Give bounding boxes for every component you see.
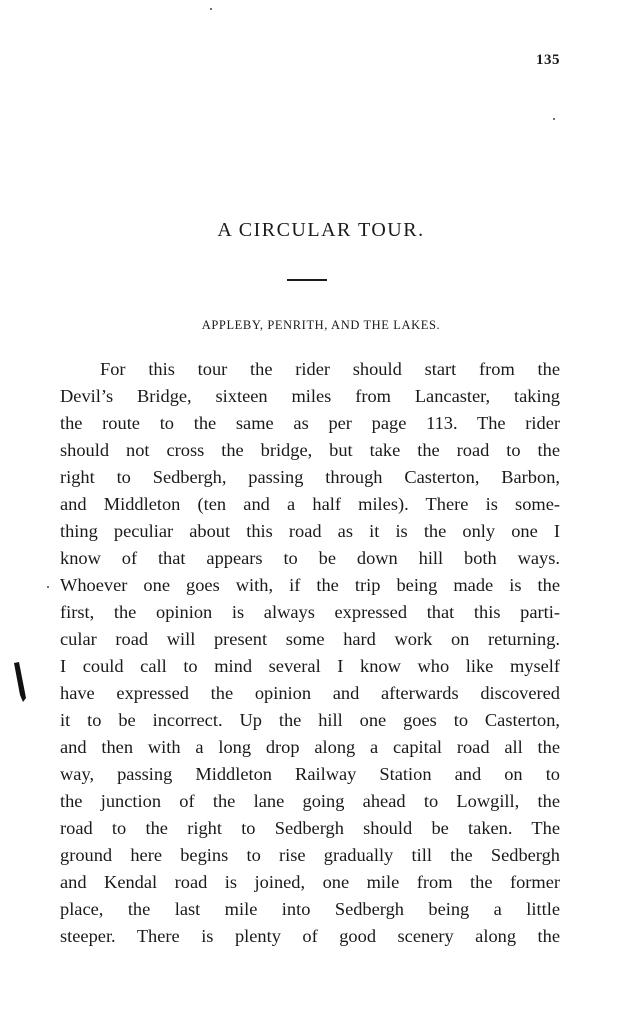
text-line: I could call to mind several I know who like myself — [60, 656, 560, 676]
title-rule — [287, 279, 327, 281]
page-number: 135 — [536, 52, 560, 68]
chapter-subtitle: APPLEBY, PENRITH, AND THE LAKES. — [201, 318, 441, 332]
text-line: Devil’s Bridge, sixteen miles from Lancaster, taking — [60, 386, 560, 406]
scan-speck — [210, 8, 212, 10]
margin-ink-mark — [13, 662, 27, 702]
text-line: Whoever one goes with, if the trip being made is the — [60, 575, 560, 595]
text-line: have expressed the opinion and afterwards discovered — [60, 683, 560, 703]
text-line: right to Sedbergh, passing through Casterton, Barbon, — [60, 467, 560, 487]
text-line: and Middleton (ten and a half miles). There is some- — [60, 494, 560, 514]
text-line: For this tour the rider should start from the — [100, 359, 560, 379]
text-line: and then with a long drop along a capital road all the — [60, 737, 560, 757]
body-text — [60, 356, 560, 950]
text-line: first, the opinion is always expressed that this parti- — [60, 602, 560, 622]
text-line: way, passing Middleton Railway Station and on to — [60, 764, 560, 784]
text-line: thing peculiar about this road as it is the only one I — [60, 521, 560, 541]
scan-speck — [47, 586, 49, 588]
text-line: the route to the same as per page 113. The rider — [60, 413, 560, 433]
text-line: know of that appears to be down hill both ways. — [60, 548, 560, 568]
text-line: should not cross the bridge, but take the road to the — [60, 440, 560, 460]
text-line: it to be incorrect. Up the hill one goes to Casterton, — [60, 710, 560, 730]
text-line: and Kendal road is joined, one mile from the former — [60, 872, 560, 892]
chapter-title: A CIRCULAR TOUR. — [217, 219, 425, 241]
text-line: road to the right to Sedbergh should be taken. The — [60, 818, 560, 838]
text-line: steeper. There is plenty of good scenery along the — [60, 926, 560, 946]
text-line: ground here begins to rise gradually till the Sedbergh — [60, 845, 560, 865]
text-line: place, the last mile into Sedbergh being a little — [60, 899, 560, 919]
text-line: the junction of the lane going ahead to Lowgill, the — [60, 791, 560, 811]
scan-speck — [553, 118, 555, 120]
text-line: cular road will present some hard work on returning. — [60, 629, 560, 649]
